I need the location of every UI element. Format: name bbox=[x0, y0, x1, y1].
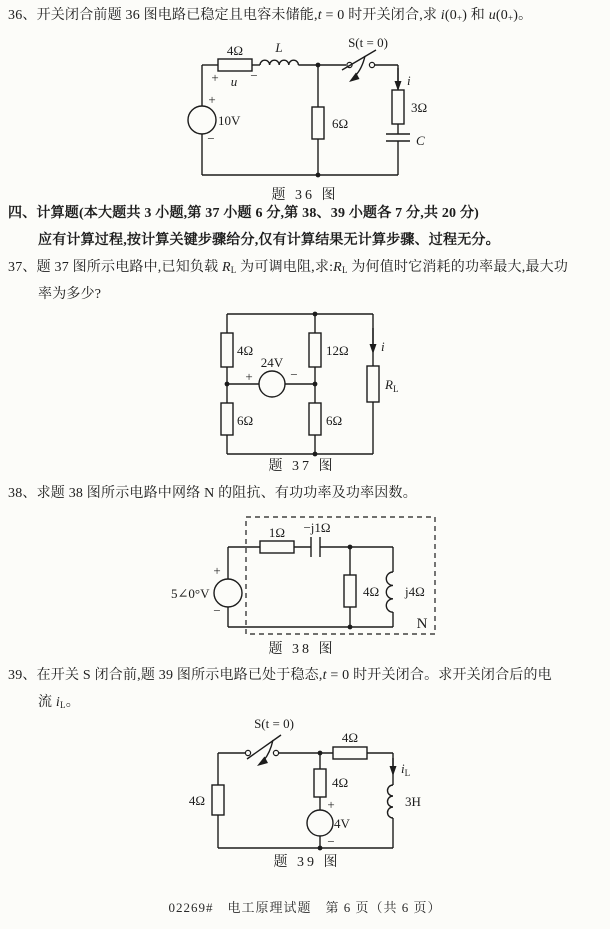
node-dot bbox=[348, 625, 353, 630]
node-dot bbox=[348, 545, 353, 550]
svg-text:i: i bbox=[407, 73, 411, 88]
svg-text:RL: $R_L$ bbox=[385, 377, 399, 394]
question-37-text-line1: 37、题 37 图所示电路中,已知负载 $R_L$ 为可调电阻,求$:R_L$ 为何值时它消耗的功率最大,最大功 bbox=[8, 260, 569, 275]
svg-text:4Ω: 4Ω bbox=[341, 730, 359, 745]
circuit-36-svg bbox=[150, 36, 450, 206]
question-39-text-line1: 39、在开关 S 闭合前,题 39 图所示电路已处于稳态,t = 0 时开关闭合。求开关闭合后的电 bbox=[8, 668, 552, 683]
svg-text:4Ω: 4Ω bbox=[188, 793, 206, 808]
var-RL: R bbox=[222, 260, 231, 275]
resistor-4ohm-left bbox=[189, 785, 224, 815]
svg-text:10V: 10V bbox=[218, 113, 241, 128]
inductor-j4ohm bbox=[386, 572, 424, 612]
svg-text:4V: 4V bbox=[334, 816, 350, 831]
circuit-37-svg bbox=[180, 308, 430, 476]
svg-text:1Ω: 1Ω bbox=[268, 525, 286, 540]
voltage-source-phasor bbox=[171, 563, 242, 618]
section-4-heading: 四、计算题(本大题共 3 小题,第 37 小题 6 分,第 38、39 小题各 7 分,共 20 分) bbox=[8, 206, 480, 221]
node-dot bbox=[225, 382, 230, 387]
svg-text:−j1Ω: −j1Ω bbox=[303, 520, 331, 535]
resistor-4ohm bbox=[344, 575, 379, 607]
resistor-4ohm bbox=[221, 333, 253, 367]
resistor-12ohm bbox=[309, 333, 349, 367]
var-RL: R bbox=[333, 260, 342, 275]
circuit-38-svg bbox=[170, 512, 460, 660]
var-i: i bbox=[440, 8, 445, 23]
svg-text:3H: 3H bbox=[405, 794, 421, 809]
figure-36-caption: 题 36 图 bbox=[271, 188, 339, 203]
svg-text:6Ω: 6Ω bbox=[332, 116, 349, 131]
svg-text:+: + bbox=[245, 369, 253, 384]
svg-text:j4Ω: j4Ω bbox=[405, 584, 425, 599]
svg-text:−: − bbox=[250, 68, 258, 83]
svg-text:u: u bbox=[230, 74, 238, 89]
inductor-3H bbox=[388, 785, 421, 818]
svg-text:C: C bbox=[416, 133, 425, 148]
svg-text:L: L bbox=[275, 40, 283, 55]
current-arrow-i bbox=[395, 68, 412, 91]
circuit-figure-36 bbox=[150, 36, 450, 206]
q36-text: 36、开关闭合前题 36 图电路已稳定且电容未储能, bbox=[8, 8, 318, 23]
node-dot bbox=[313, 452, 318, 457]
svg-text:4Ω: 4Ω bbox=[363, 584, 380, 599]
current-arrow-i bbox=[370, 328, 386, 354]
question-39-text-line2: 流 $i_L$。 bbox=[38, 695, 80, 710]
resistor-4ohm bbox=[211, 43, 257, 89]
svg-text:i: i bbox=[381, 339, 385, 354]
capacitor-j1ohm bbox=[303, 520, 330, 557]
resistor-1ohm bbox=[260, 525, 294, 553]
svg-text:iL: $i_L$ bbox=[401, 761, 411, 778]
wires bbox=[227, 314, 373, 454]
node-dot bbox=[316, 173, 321, 178]
resistor-4ohm-mid bbox=[314, 769, 348, 797]
resistor-6ohm-left bbox=[221, 403, 253, 435]
svg-text:S(t = 0): S(t = 0) bbox=[348, 36, 388, 50]
load-resistor-RL bbox=[367, 366, 398, 402]
var-t: t bbox=[322, 668, 327, 683]
svg-text:−: − bbox=[207, 131, 215, 146]
resistor-6ohm-mid bbox=[309, 403, 342, 435]
resistor-4ohm-top bbox=[333, 730, 367, 759]
circuit-figure-39 bbox=[175, 710, 445, 872]
svg-text:3Ω: 3Ω bbox=[411, 100, 428, 115]
node-dot bbox=[316, 63, 321, 68]
svg-text:−: − bbox=[213, 603, 221, 618]
node-dot bbox=[318, 846, 323, 851]
voltage-source-4V bbox=[307, 797, 351, 849]
circuit-figure-38 bbox=[170, 512, 460, 660]
section-4-note: 应有计算过程,按计算关键步骤给分,仅有计算结果无计算步骤、过程无分。 bbox=[38, 233, 500, 248]
inductor-L bbox=[260, 40, 298, 65]
svg-text:4Ω: 4Ω bbox=[226, 43, 244, 58]
svg-text:−: − bbox=[327, 834, 335, 849]
var-iL: i bbox=[55, 695, 60, 710]
svg-text:+: + bbox=[213, 563, 221, 578]
voltage-source-10V bbox=[188, 92, 241, 146]
resistor-6ohm bbox=[312, 107, 348, 139]
node-dot bbox=[313, 312, 318, 317]
svg-text:S(t = 0): S(t = 0) bbox=[254, 716, 294, 731]
svg-text:4Ω: 4Ω bbox=[332, 775, 349, 790]
var-t: t bbox=[317, 8, 322, 23]
circuit-figure-37 bbox=[180, 308, 430, 476]
wires bbox=[218, 753, 393, 848]
switch-icon bbox=[342, 36, 388, 82]
svg-text:4Ω: 4Ω bbox=[237, 343, 254, 358]
svg-text:+: + bbox=[208, 92, 216, 107]
question-37-text-line2: 率为多少? bbox=[38, 287, 102, 302]
resistor-3ohm bbox=[392, 90, 427, 124]
svg-text:5∠0°V: 5∠0°V bbox=[171, 586, 210, 601]
switch-icon bbox=[245, 716, 294, 766]
node-dot bbox=[313, 382, 318, 387]
svg-text:+: + bbox=[327, 797, 335, 812]
svg-text:12Ω: 12Ω bbox=[326, 343, 349, 358]
question-38-text: 38、求题 38 图所示电路中网络 N 的阻抗、有功功率及功率因数。 bbox=[8, 486, 417, 501]
svg-text:+: + bbox=[211, 70, 219, 85]
figure-38-caption: 题 38 图 bbox=[268, 642, 336, 657]
var-u: u bbox=[488, 8, 496, 23]
capacitor-C bbox=[386, 133, 425, 148]
page-footer: 02269# 电工原理试题 第 6 页（共 6 页） bbox=[168, 900, 442, 915]
svg-text:6Ω: 6Ω bbox=[326, 413, 343, 428]
figure-37-caption: 题 37 图 bbox=[268, 459, 336, 474]
figure-39-caption: 题 39 图 bbox=[273, 855, 341, 870]
node-dot bbox=[318, 751, 323, 756]
question-36-text: 36、开关闭合前题 36 图电路已稳定且电容未储能,t = 0 时开关闭合,求 $i(0_+)$ 和 $u(0_+)$。 bbox=[8, 8, 533, 23]
network-N-label: N bbox=[416, 616, 428, 632]
circuit-39-svg bbox=[175, 710, 445, 872]
svg-text:−: − bbox=[290, 367, 298, 382]
svg-text:6Ω: 6Ω bbox=[237, 413, 254, 428]
voltage-source-24V bbox=[245, 355, 297, 397]
svg-text:24V: 24V bbox=[260, 355, 284, 370]
